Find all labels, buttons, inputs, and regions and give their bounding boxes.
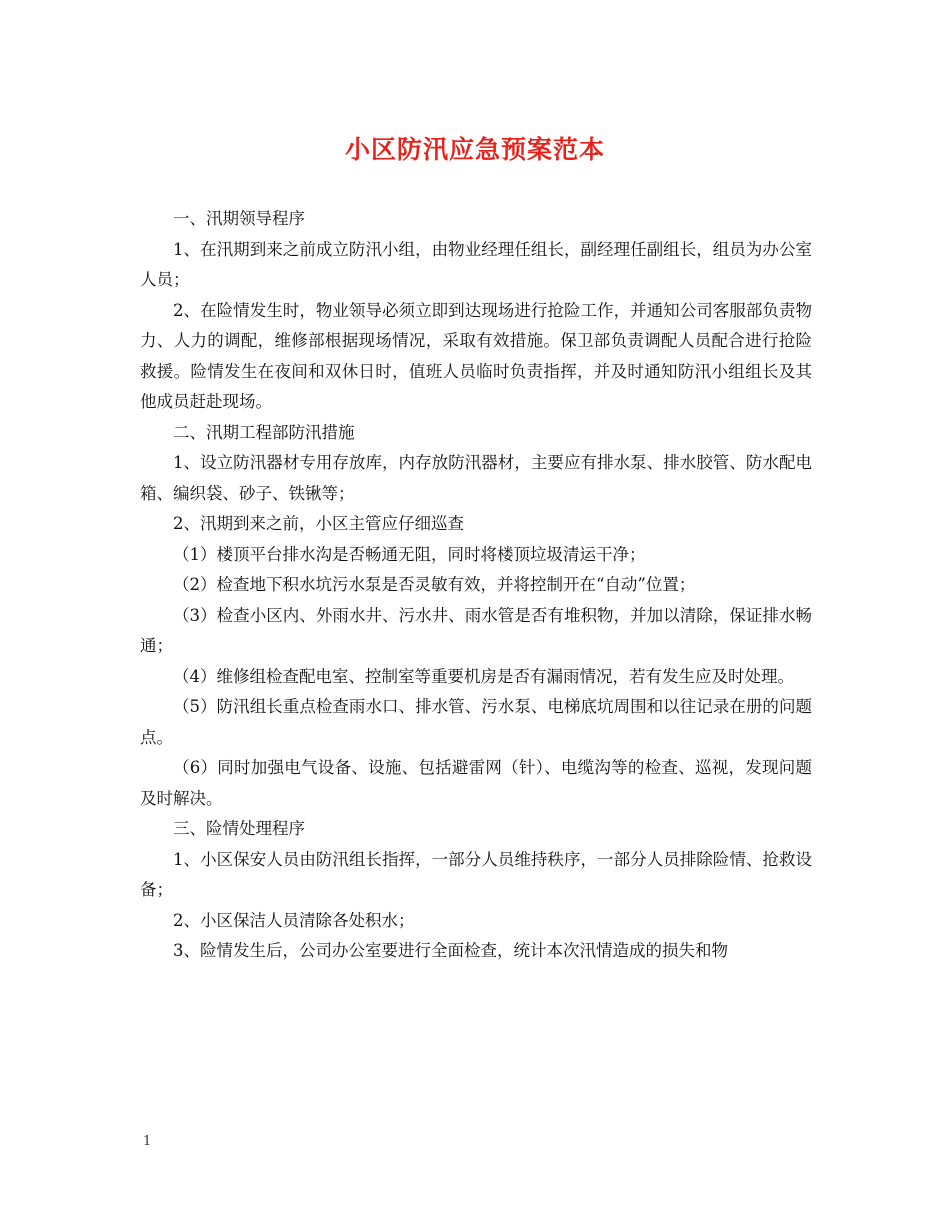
page-number: 1: [143, 1134, 152, 1149]
checklist-item: （3）检查小区内、外雨水井、污水井、雨水管是否有堆积物，并加以清除，保证排水畅通；: [140, 605, 812, 655]
section-heading: 三、险情处理程序: [173, 819, 305, 838]
checklist-item: （2）检查地下积水坑污水泵是否灵敏有效，并将控制开在“自动”位置；: [173, 575, 696, 594]
checklist-item: （4）维修组检查配电室、控制室等重要机房是否有漏雨情况，若有发生应及时处理。: [173, 666, 794, 686]
document-title: 小区防汛应急预案范本: [344, 135, 605, 164]
paragraph: 1、设立防汛器材专用存放库，内存放防汛器材，主要应有排水泵、排水胶管、防水配电箱、编织袋、砂子、铁锹等；: [140, 453, 812, 503]
checklist-item: （5）防汛组长重点检查雨水口、排水管、污水泵、电梯底坑周围和以往记录在册的问题点。: [140, 697, 812, 747]
paragraph: 2、小区保洁人员清除各处积水；: [173, 910, 415, 930]
paragraph: 1、小区保安人员由防汛组长指挥，一部分人员维持秩序，一部分人员排除险情、抢救设备；: [140, 849, 812, 899]
paragraph: 2、在险情发生时，物业领导必须立即到达现场进行抢险工作，并通知公司客服部负责物力、人力的调配，维修部根据现场情况，采取有效措施。保卫部负责调配人员配合进行抢险救援。险情发生在夜间和双休日时，值班人员临时负责指挥，并及时通知防汛小组组长及其他成员赶赴现场。: [140, 300, 812, 411]
section-heading: 二、汛期工程部防汛措施: [173, 422, 355, 442]
paragraph: 2、汛期到来之前，小区主管应仔细巡查: [173, 514, 464, 533]
paragraph: 3、险情发生后，公司办公室要进行全面检查，统计本次汛情造成的损失和物: [173, 941, 728, 960]
checklist-item: （6）同时加强电气设备、设施、包括避雷网（针）、电缆沟等的检查、巡视，发现问题及时解决。: [140, 758, 812, 808]
checklist-item: （1）楼顶平台排水沟是否畅通无阻，同时将楼顶垃圾清运干净；: [173, 544, 646, 564]
section-heading: 一、汛期领导程序: [173, 209, 305, 228]
document-body: [140, 204, 812, 967]
paragraph: 1、在汛期到来之前成立防汛小组，由物业经理任组长，副经理任副组长，组员为办公室人员；: [140, 239, 812, 289]
